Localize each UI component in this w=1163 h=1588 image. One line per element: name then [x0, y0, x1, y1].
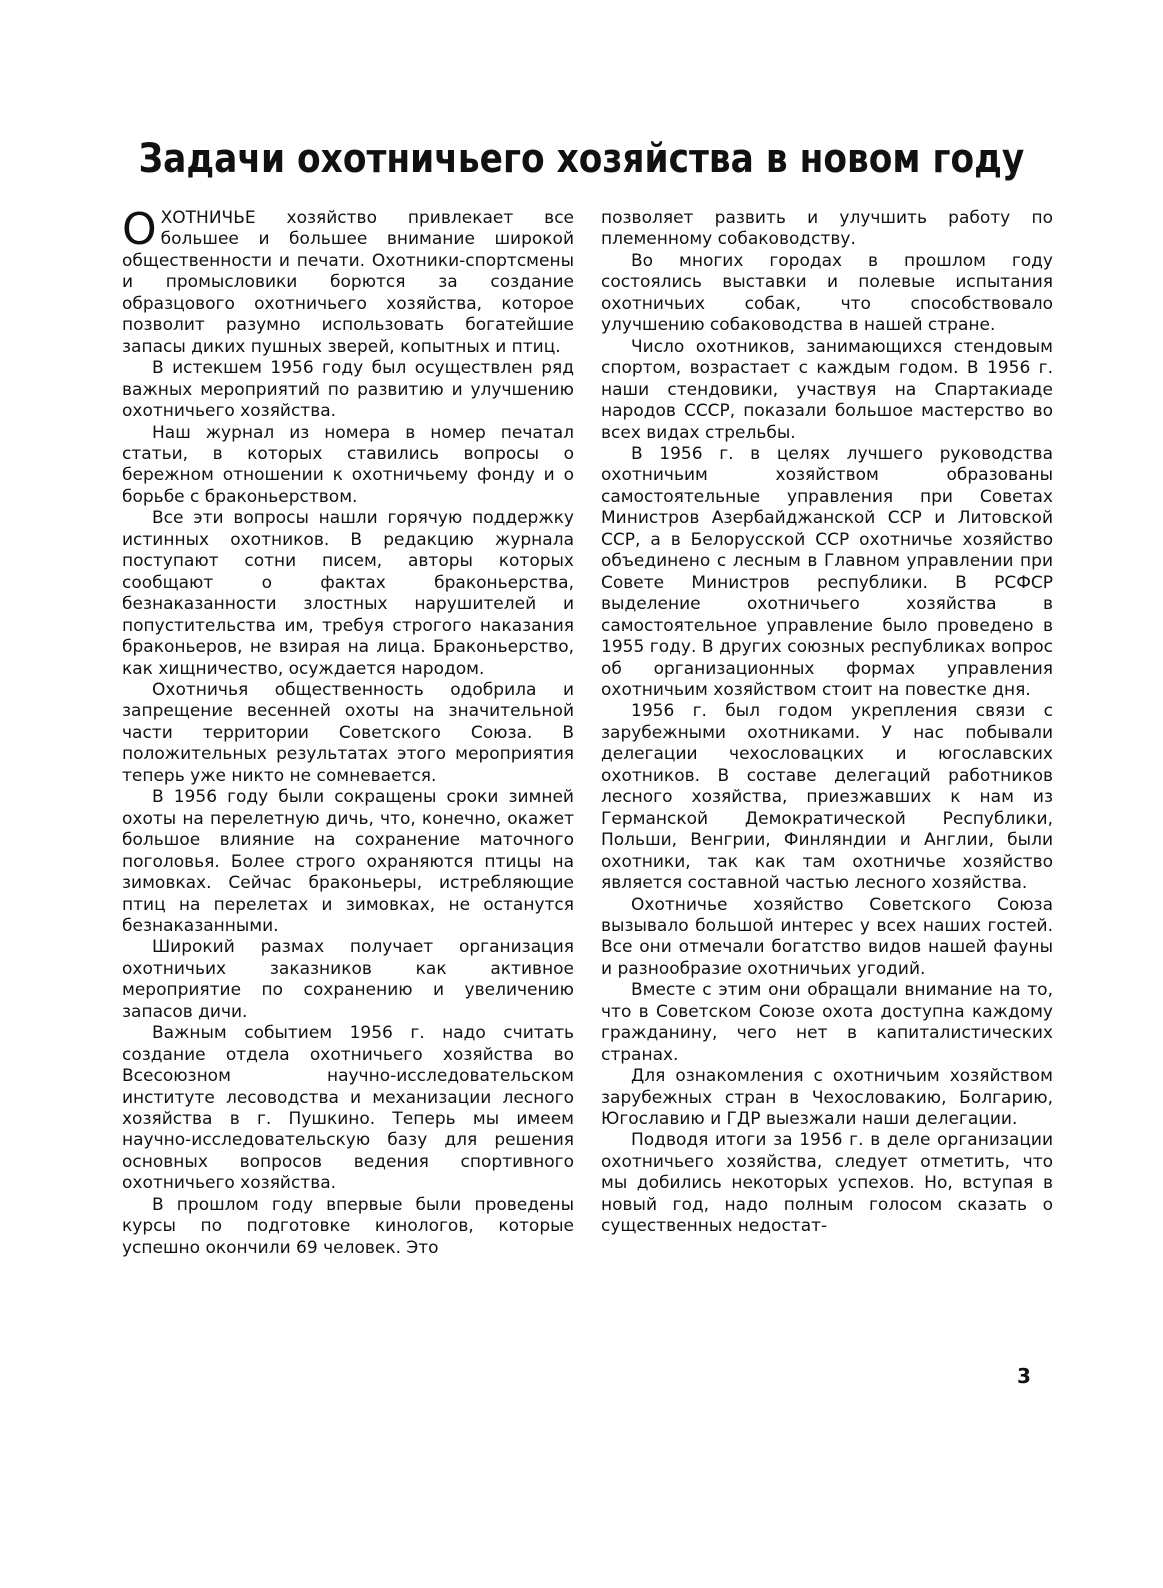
paragraph — [122, 204, 574, 358]
paragraph: В 1956 году были сокращены сроки зимней охоты на перелетную дичь, что, конечно, окажет большое влияние на сохранение маточного поголовья. Более строго охраняются птицы на зимовках. Сейчас браконьеры, истребляющие птиц на перелетах и зимовках, не останутся безнаказанными. — [122, 787, 574, 936]
paragraph: В 1956 г. в целях лучшего руководства охотничьим хозяйством образованы самостоятельные управления при Советах Министров Азербайджанской ССР и Литовской ССР, а в Белорусской ССР охотничье хозяйство объединено с лесным в Главном управлении при Совете Министров республики. В РСФСР выделение охотничьего хозяйства в самостоятельное управление было проведено в 1955 году. В других союзных республиках вопрос об организационных формах управления охотничьим хозяйством стоит на повестке дня. — [601, 443, 1053, 700]
article-title: Задачи охотничьего хозяйства в новом году — [138, 136, 1025, 182]
paragraph-text: ХОТНИЧЬЕ хозяйство привлекает все большее и большее внимание широкой общественности и печати. Охотники-спортсмены и промысловики борются за создание образцового охотничьего хозяйства, которое позволит разумно использовать богатейшие запасы диких пушных зверей, копытных и птиц. — [122, 208, 574, 357]
paragraph: Охотничье хозяйство Советского Союза вызывало большой интерес у всех наших гостей. Все они отмечали богатство видов нашей фауны и разнообразие охотничьих угодий. — [601, 894, 1053, 979]
paragraph: Охотничья общественность одобрила и запрещение весенней охоты на значительной части территории Советского Союза. В положительных результатах этого мероприятия теперь уже никто не сомневается. — [122, 679, 574, 786]
drop-cap: О — [122, 204, 157, 255]
paragraph: В истекшем 1956 году был осуществлен ряд важных мероприятий по развитию и улучшению охотничьего хозяйства. — [122, 358, 574, 422]
paragraph: В прошлом году впервые были проведены курсы по подготовке кинологов, которые успешно окончили 69 человек. Это — [122, 1194, 574, 1258]
right-column — [601, 208, 1053, 1238]
paragraph: Во многих городах в прошлом году состоялись выставки и полевые испытания охотничьих собак, что способствовало улучшению собаководства в нашей стране. — [601, 250, 1053, 336]
paragraph: Все эти вопросы нашли горячую поддержку истинных охотников. В редакцию журнала поступают сотни писем, авторы которых сообщают о фактах браконьерства, безнаказанности злостных нарушителей и попустительства им, требуя строгого наказания браконьеров, не взирая на лица. Браконьерство, как хищничество, осуждается народом. — [122, 508, 574, 679]
paragraph: Число охотников, занимающихся стендовым спортом, возрастает с каждым годом. В 1956 г. наши стендовики, участвуя на Спартакиаде народов СССР, показали большое мастерство во всех видах стрельбы. — [601, 336, 1053, 443]
paragraph: Широкий размах получает организация охотничьих заказников как активное мероприятие по сохранению и увеличению запасов дичи. — [122, 937, 574, 1022]
paragraph: позволяет развить и улучшить работу по племенному собаководству. — [601, 208, 1053, 250]
page-number: 3 — [1017, 1364, 1031, 1388]
paragraph: Для ознакомления с охотничьим хозяйством зарубежных стран в Чехословакию, Болгарию, Югославию и ГДР выезжали наши делегации. — [601, 1066, 1053, 1130]
paragraph: 1956 г. был годом укрепления связи с зарубежными охотниками. У нас побывали делегации чехословацких и югославских охотников. В составе делегаций работников лесного хозяйства, приезжавших к нам из Германской Демократической Республики, Польши, Венгрии, Финляндии и Англии, были охотники, так как там охотничье хозяйство является составной частью лесного хозяйства. — [601, 701, 1053, 894]
paragraph: Подводя итоги за 1956 г. в деле организации охотничьего хозяйства, следует отметить, что мы добились некоторых успехов. Но, вступая в новый год, надо полным голосом сказать о существенных недостат- — [601, 1130, 1053, 1237]
left-column — [122, 204, 574, 1259]
paragraph: Вместе с этим они обращали внимание на то, что в Советском Союзе охота доступна каждому гражданину, чего нет в капиталистических странах. — [601, 980, 1053, 1065]
paragraph: Наш журнал из номера в номер печатал статьи, в которых ставились вопросы о бережном отношении к охотничьему фонду и о борьбе с браконьерством. — [122, 422, 574, 507]
paragraph: Важным событием 1956 г. надо считать создание отдела охотничьего хозяйства во Всесоюзном научно-исследовательском институте лесоводства и механизации лесного хозяйства в г. Пушкино. Теперь мы имеем научно-исследовательскую базу для решения основных вопросов ведения спортивного охотничьего хозяйства. — [122, 1023, 574, 1194]
